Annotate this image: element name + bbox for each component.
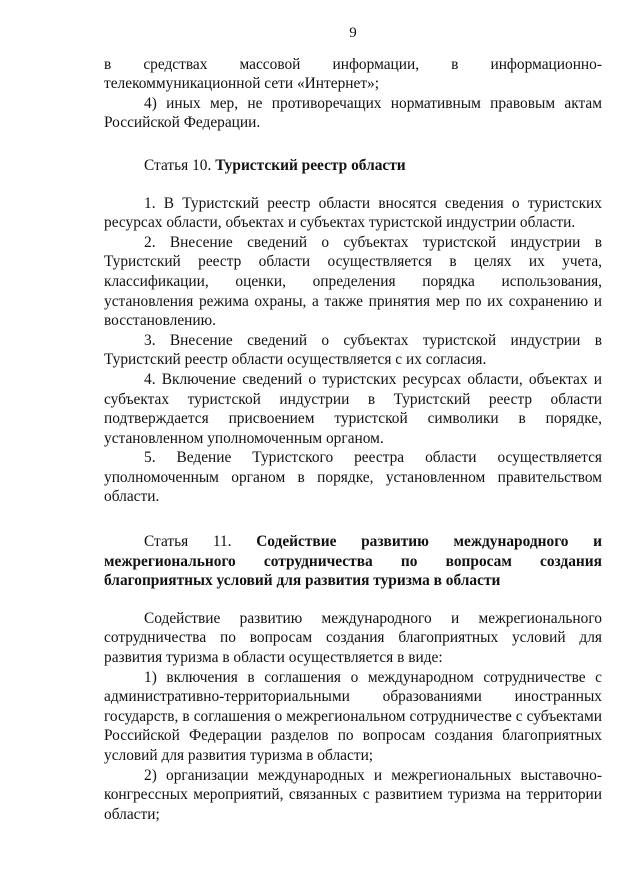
article-11-heading (104, 532, 602, 591)
paragraph-other-measures: 4) иных мер, не противоречащих нормативным правовым актам Российской Федерации. (104, 94, 602, 132)
article-10-prefix: Статья 10. (144, 156, 212, 174)
article-11-title: Содействие развитию международного и межрегионального сотрудничества по вопросам создания благоприятных условий для развития туризма в области (104, 533, 602, 590)
article-11-item-1: 1) включения в соглашения о международном сотрудничестве с административно-территориальными образованиями иностранных государств, в соглашения о межрегиональном сотрудничестве с субъектами Российской Федерации разделов по вопросам создания благоприятных условий для развития туризма в области; (104, 668, 602, 764)
article-10-title: Туристский реестр области (215, 156, 406, 174)
article-10-paragraph-4: 4. Включение сведений о туристских ресурсах области, объектах и субъектах туристской индустрии в Туристский реестр области подтверждается присвоением туристской символики в порядке, установленном уполномоченным органом. (104, 370, 602, 447)
article-11-intro: Содействие развитию международного и межрегионального сотрудничества по вопросам создания благоприятных условий для развития туризма в области осуществляется в виде: (104, 609, 602, 667)
page-number: 9 (349, 25, 357, 41)
article-10-paragraph-2: 2. Внесение сведений о субъектах туристской индустрии в Туристский реестр области осуществляется в целях их учета, классификации, оценки, определения порядка использования, установления режима охраны, а также принятия мер по их сохранению и восстановлению. (104, 233, 602, 330)
article-10-paragraph-5: 5. Ведение Туристского реестра области осуществляется уполномоченным органом в порядке, установленном правительством области. (104, 449, 602, 506)
article-10-paragraph-3: 3. Внесение сведений о субъектах туристской индустрии в Туристский реестр области осуществляется с их согласия. (104, 331, 602, 369)
article-10-heading (104, 156, 602, 176)
article-11-item-2: 2) организации международных и межрегиональных выставочно-конгрессных мероприятий, связанных с развитием туризма на территории области; (104, 766, 602, 823)
article-11-prefix: Статья 11. (144, 533, 232, 551)
paragraph-media-continuation: в средствах массовой информации, в информационно-телекоммуникационной сети «Интернет»; (104, 55, 602, 93)
article-10-paragraph-1: 1. В Туристский реестр области вносятся сведения о туристских ресурсах области, объектах и субъектах туристской индустрии области. (104, 194, 602, 232)
